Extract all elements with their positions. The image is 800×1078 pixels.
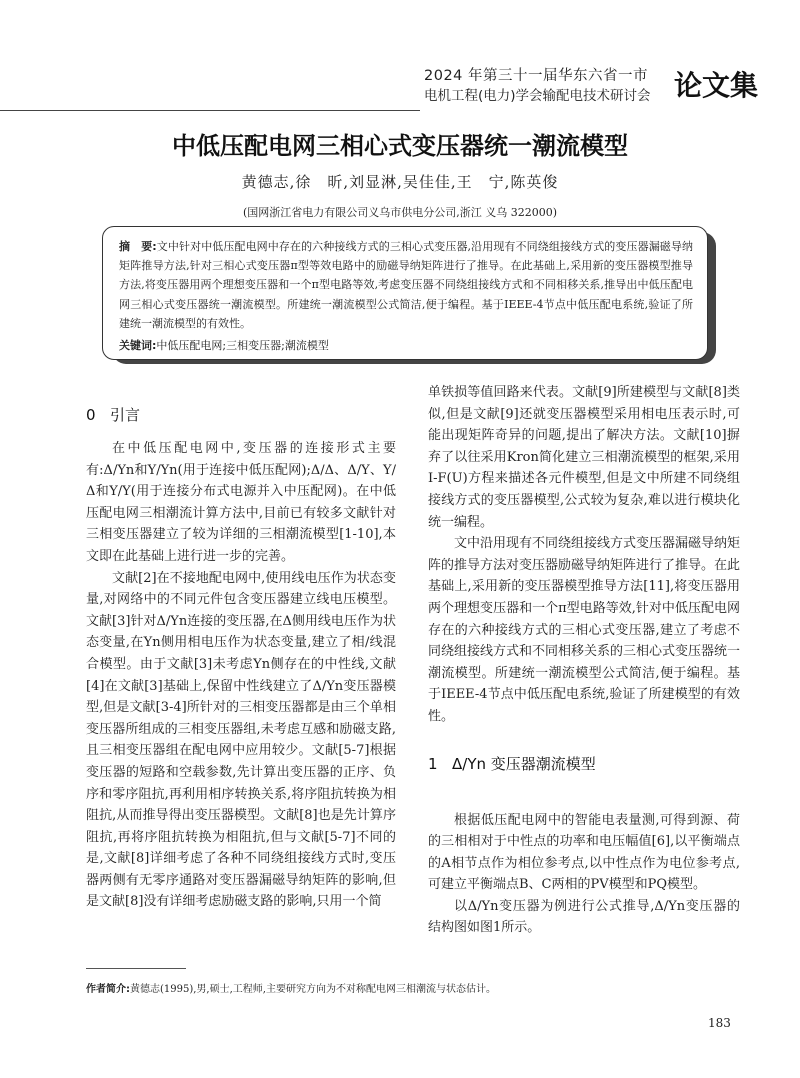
body-paragraph: 以Δ/Yn变压器为例进行公式推导,Δ/Yn变压器的结构图如图1所示。	[428, 898, 740, 936]
section-number: 1	[428, 755, 438, 773]
paper-title: 中低压配电网三相心式变压器统一潮流模型	[172, 132, 628, 160]
page-number: 183	[708, 1016, 731, 1030]
running-header	[424, 64, 759, 106]
footnote-text: 黄德志(1995),男,硕士,工程师,主要研究方向为不对称配电网三相潮流与状态估计。	[130, 984, 496, 995]
left-column	[86, 438, 396, 913]
header-rule	[0, 110, 800, 112]
body-paragraph: 根据低压配电网中的智能电表量测,可得到源、荷的三相相对于中性点的功率和电压幅值[6],以平衡端点的A相节点作为相位参考点,以中性点作为电位参考点,可建立平衡端点B、C两相的PV模型和PQ模型。	[428, 812, 740, 893]
header-conference-line2: 电机工程(电力)学会输配电技术研讨会	[424, 88, 651, 104]
section-heading-1	[428, 753, 596, 774]
abstract-box	[102, 226, 708, 360]
abstract-text: 文中针对中低压配电网中存在的六种接线方式的三相心式变压器,沿用现有不同绕组接线方式的变压器漏磁导纳矩阵推导方法,针对三相心式变压器π型等效电路中的励磁导纳矩阵进行了推导。在此基础上,采用新的变压器模型推导方法,将变压器用两个理想变压器和一个π型电路等效,考虑变压器不同绕组接线方式和不同相移关系,推导出中低压配电网三相心式变压器统一潮流模型。所建统一潮流模型公式简洁,便于编程。基于IEEE-4节点中低压配电系统,验证了所建统一潮流模型的有效性。	[119, 240, 693, 330]
footnote-rule	[86, 968, 186, 969]
paper-authors: 黄德志,徐 昕,刘显淋,吴佳佳,王 宁,陈英俊	[241, 173, 559, 191]
keywords-text: 中低压配电网;三相变压器;潮流模型	[156, 339, 329, 352]
abstract	[119, 237, 693, 333]
author-footnote	[86, 980, 746, 995]
section-title: Δ/Yn 变压器潮流模型	[452, 755, 596, 773]
body-paragraph: 在中低压配电网中,变压器的连接形式主要有:Δ/Yn和Y/Yn(用于连接中低压配网);Δ/Δ、Δ/Y、Y/Δ和Y/Y(用于连接分布式电源并入中压配网)。在中低压配电网三相潮流计算方法中,目前已有较多文献针对三相变压器建立了较为详细的三相潮流模型[1-10],本文即在此基础上进行进一步的完善。	[86, 441, 396, 564]
body-paragraph: 文献[2]在不接地配电网中,使用线电压作为状态变量,对网络中的不同元件包含变压器建立线电压模型。文献[3]针对Δ/Yn连接的变压器,在Δ侧用线电压作为状态变量,在Yn侧用相电压作为状态变量,建立了相/线混合模型。由于文献[3]未考虑Yn侧存在的中性线,文献[4]在文献[3]基础上,保留中性线建立了Δ/Yn变压器模型,但是文献[3-4]所针对的三相变压器都是由三个单相变压器所组成的三相变压器组,未考虑互感和励磁支路,且三相变压器组在配电网中应用较少。文献[5-7]根据变压器的短路和空载参数,先计算出变压器的正序、负序和零序阻抗,再利用相序转换关系,将序阻抗转换为相阻抗,从而推导得出变压器模型。文献[8]也是先计算序阻抗,再将序阻抗转换为相阻抗,但与文献[5-7]不同的是,文献[8]详细考虑了各种不同绕组接线方式时,变压器两侧有无零序通路对变压器漏磁导纳矩阵的影响,但是文献[8]没有详细考虑励磁支路的影响,只用一个简	[86, 570, 396, 910]
section-title: 引言	[110, 406, 141, 424]
body-paragraph: 文中沿用现有不同绕组接线方式变压器漏磁导纳矩阵的推导方法对变压器励磁导纳矩阵进行了推导。在此基础上,采用新的变压器模型推导方法[11],将变压器用两个理想变压器和一个π型电路等效,针对中低压配电网存在的六种接线方式的三相心式变压器,建立了考虑不同绕组接线方式和不同相移关系的三相心式变压器统一潮流模型。所建统一潮流模型公式简洁,便于编程。基于IEEE-4节点中低压配电系统,验证了所建模型的有效性。	[428, 536, 741, 724]
keywords	[119, 337, 329, 353]
abstract-label: 摘 要:	[119, 240, 157, 253]
header-conference-line1: 2024 年第三十一届华东六省一市	[424, 68, 649, 84]
section-number: 0	[86, 406, 96, 424]
keywords-label: 关键词:	[119, 339, 157, 352]
footnote-label: 作者简介:	[86, 984, 130, 995]
right-column	[428, 382, 740, 939]
header-proceedings-badge: 论文集	[674, 69, 759, 102]
paper-affiliation: (国网浙江省电力有限公司义乌市供电分公司,浙江 义乌 322000)	[242, 206, 558, 219]
section-heading-intro	[86, 404, 140, 425]
body-paragraph: 单铁损等值回路来代表。文献[9]所建模型与文献[8]类似,但是文献[9]还就变压器模型采用相电压表示时,可能出现矩阵奇异的问题,提出了解决方法。文献[10]摒弃了以往采用Kron简化建立三相潮流模型的框架,采用I-F(U)方程来描述各元件模型,但是文中所建不同绕组接线方式的变压器模型,公式较为复杂,难以进行模块化统一编程。	[428, 385, 740, 530]
